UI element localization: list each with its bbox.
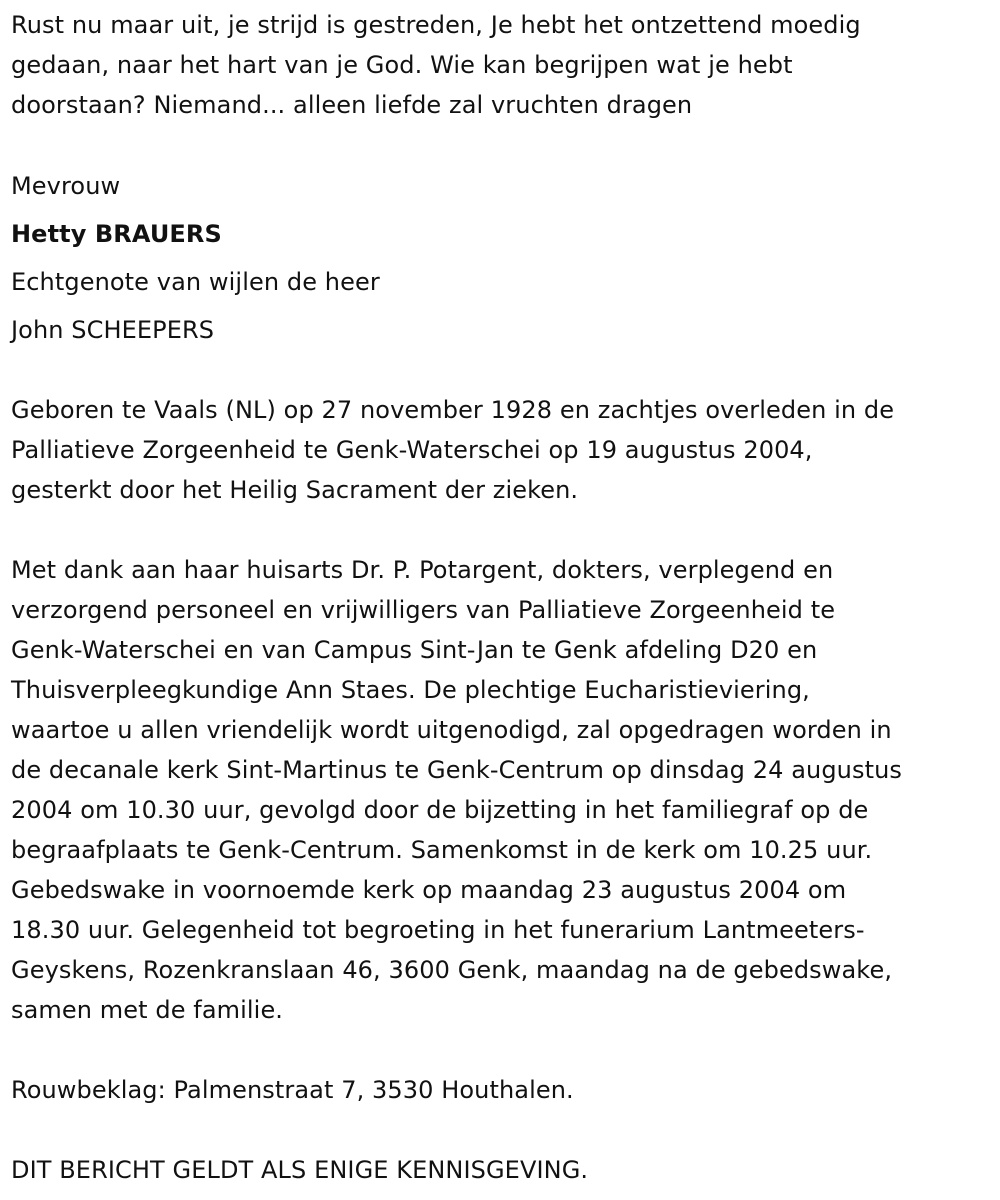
service-line: waartoe u allen vriendelijk wordt uitgenodigd, zal opgedragen worden in: [11, 716, 892, 744]
service-line: Gebedswake in voornoemde kerk op maandag 23 augustus 2004 om: [11, 876, 847, 904]
birth-death-line: gesterkt door het Heilig Sacrament der zieken.: [11, 476, 579, 504]
service-line: samen met de familie.: [11, 996, 284, 1024]
salutation: Mevrouw: [11, 172, 121, 200]
verse-line: gedaan, naar het hart van je God. Wie kan begrijpen wat je hebt: [11, 51, 793, 79]
service-line: begraafplaats te Genk-Centrum. Samenkomst in de kerk om 10.25 uur.: [11, 836, 873, 864]
service-line: 18.30 uur. Gelegenheid tot begroeting in het funerarium Lantmeeters-: [11, 916, 865, 944]
birth-death-line: Geboren te Vaals (NL) op 27 november 1928 en zachtjes overleden in de: [11, 396, 895, 424]
verse-paragraph: [11, 5, 861, 125]
service-line: Met dank aan haar huisarts Dr. P. Potargent, dokters, verplegend en: [11, 556, 834, 584]
service-line: 2004 om 10.30 uur, gevolgd door de bijzetting in het familiegraf op de: [11, 796, 869, 824]
birth-death-paragraph: [11, 390, 894, 510]
deceased-name: Hetty BRAUERS: [11, 220, 222, 248]
relation-text: Echtgenote van wijlen de heer: [11, 268, 380, 296]
service-line: Thuisverpleegkundige Ann Staes. De plechtige Eucharistieviering,: [11, 676, 810, 704]
service-line: Genk-Waterschei en van Campus Sint-Jan te Genk afdeling D20 en: [11, 636, 818, 664]
spouse-name: John SCHEEPERS: [11, 316, 215, 344]
service-paragraph: [11, 550, 902, 1030]
service-line: Geyskens, Rozenkranslaan 46, 3600 Genk, maandag na de gebedswake,: [11, 956, 893, 984]
verse-line: Rust nu maar uit, je strijd is gestreden, Je hebt het ontzettend moedig: [11, 11, 861, 39]
birth-death-line: Palliatieve Zorgeenheid te Genk-Waterschei op 19 augustus 2004,: [11, 436, 813, 464]
verse-line: doorstaan? Niemand... alleen liefde zal vruchten dragen: [11, 91, 693, 119]
service-line: de decanale kerk Sint-Martinus te Genk-Centrum op dinsdag 24 augustus: [11, 756, 903, 784]
service-line: verzorgend personeel en vrijwilligers van Palliatieve Zorgeenheid te: [11, 596, 836, 624]
condolence-address: Rouwbeklag: Palmenstraat 7, 3530 Houthalen.: [11, 1076, 574, 1104]
notice-statement: DIT BERICHT GELDT ALS ENIGE KENNISGEVING.: [11, 1156, 589, 1184]
